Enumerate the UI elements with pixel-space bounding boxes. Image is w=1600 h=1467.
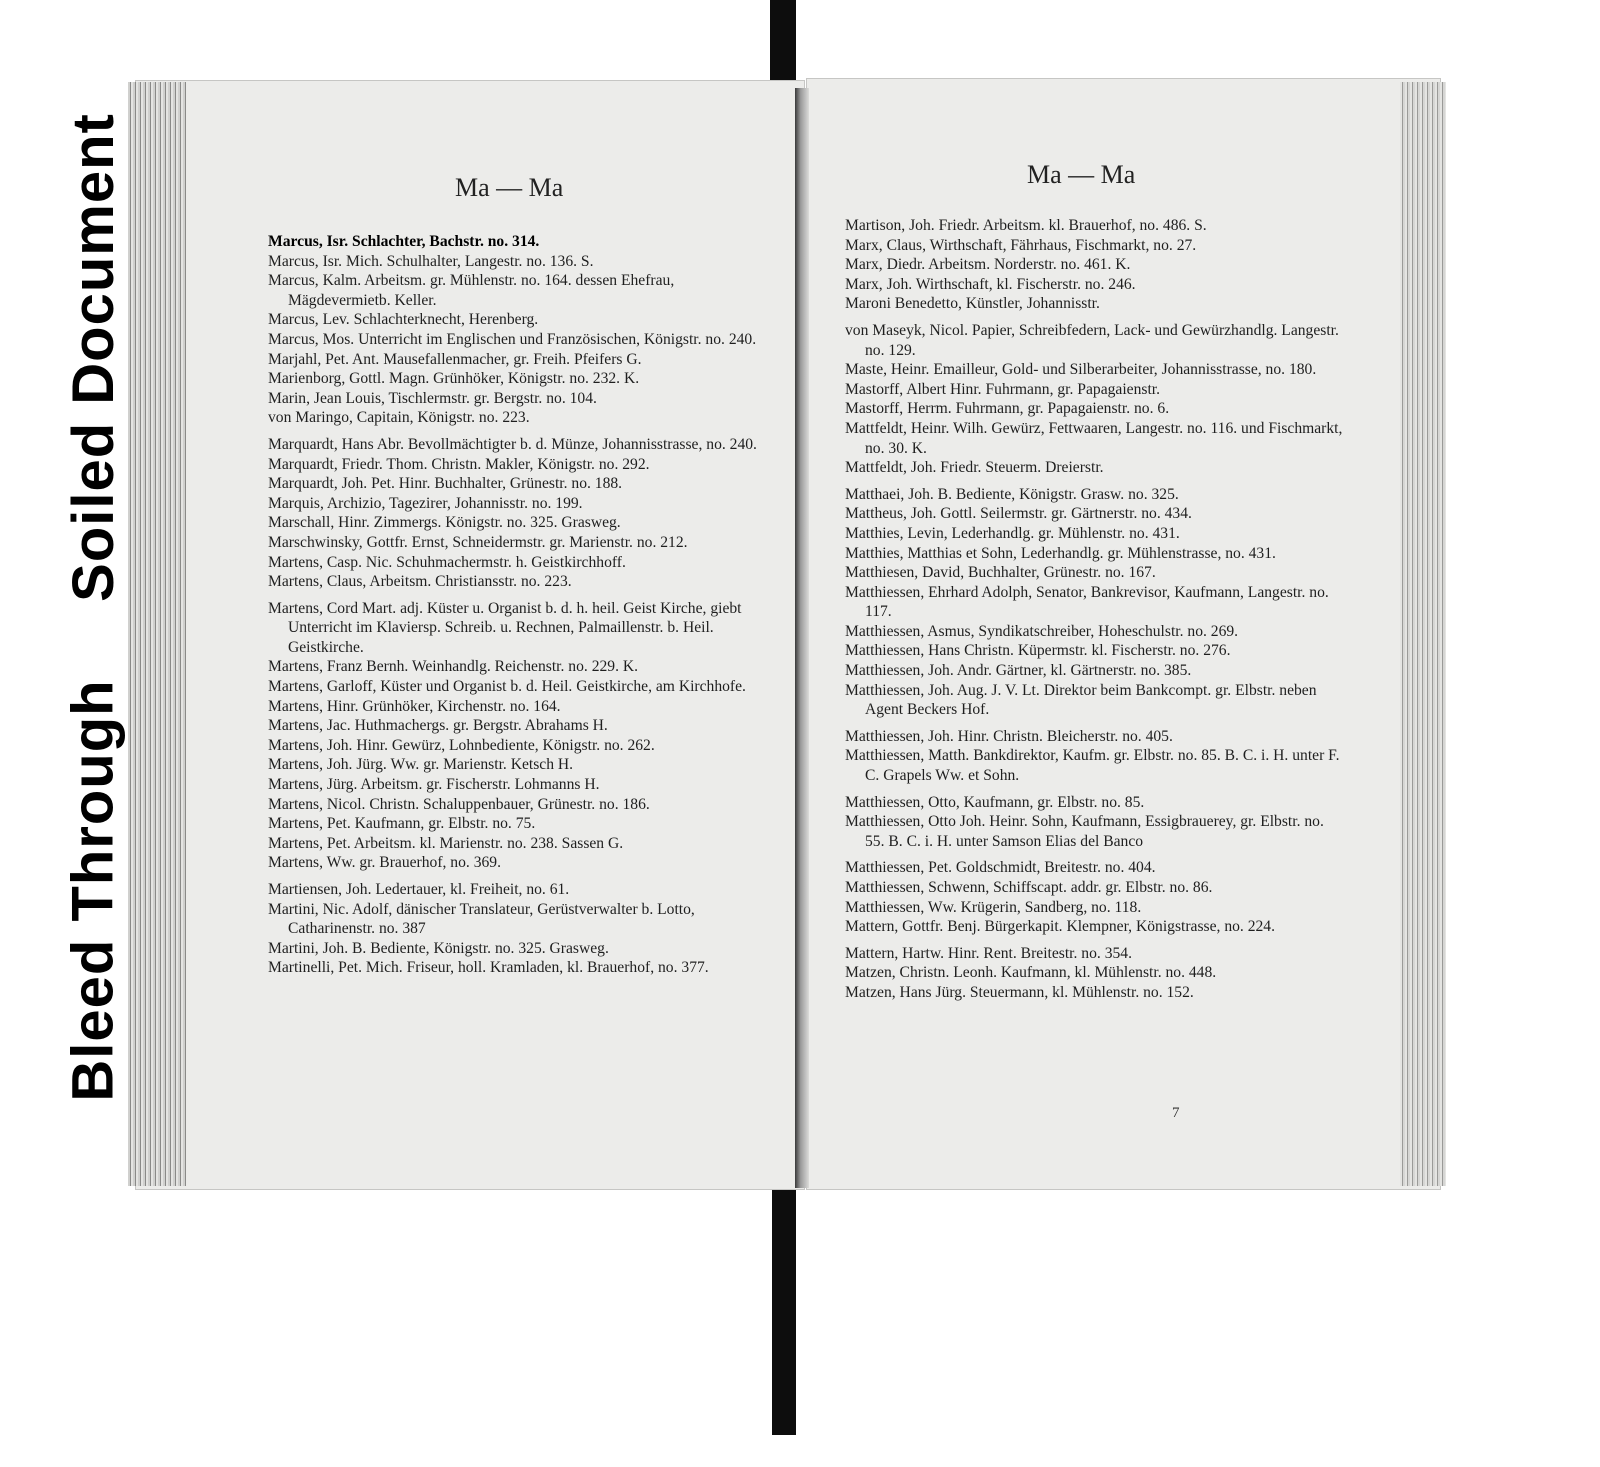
left-page-header: Ma — Ma [455, 173, 564, 202]
directory-entry: Matthiessen, Matth. Bankdirektor, Kaufm. gr. Elbstr. no. 85. B. C. i. H. unter F. C. Grapels Ww. et Sohn. [845, 747, 1340, 785]
directory-entry: Martini, Joh. B. Bediente, Königstr. no. 325. Grasweg. [268, 939, 609, 957]
directory-entry: Matthiessen, Joh. Andr. Gärtner, kl. Gärtnerstr. no. 385. [845, 662, 1192, 680]
directory-entry: Matthiessen, Otto, Kaufmann, gr. Elbstr. no. 85. [845, 793, 1145, 811]
directory-entry: Martens, Ww. gr. Brauerhof, no. 369. [268, 854, 501, 872]
directory-entry: Maroni Benedetto, Künstler, Johannisstr. [845, 295, 1100, 313]
directory-entry: Matthiessen, Hans Christn. Küpermstr. kl. Fischerstr. no. 276. [845, 642, 1231, 660]
directory-entry: Matthiessen, Ehrhard Adolph, Senator, Bankrevisor, Kaufmann, Langestr. no. 117. [845, 583, 1329, 621]
directory-entry: Matthiessen, Ww. Krügerin, Sandberg, no. 118. [845, 898, 1142, 916]
page-number: 7 [1172, 1105, 1180, 1121]
directory-entry: Mattern, Gottfr. Benj. Bürgerkapit. Klempner, Königstrasse, no. 224. [845, 918, 1276, 936]
right-page-edges [1400, 82, 1446, 1186]
bleed-through-text: Bleed Through [60, 678, 126, 1102]
directory-entry: Matthiessen, Schwenn, Schiffscapt. addr. gr. Elbstr. no. 86. [845, 879, 1213, 896]
directory-entry: Marin, Jean Louis, Tischlermstr. gr. Bergstr. no. 104. [268, 389, 597, 407]
directory-entry: Marcus, Lev. Schlachterknecht, Herenberg. [268, 311, 539, 329]
directory-entry: Marquardt, Hans Abr. Bevollmächtigter b. d. Münze, Johannisstrasse, no. 240. [268, 435, 757, 453]
directory-entry: Marquardt, Joh. Pet. Hinr. Buchhalter, Grünestr. no. 188. [268, 475, 623, 493]
directory-entry: von Maseyk, Nicol. Papier, Schreibfedern, Lack- und Gewürzhandlg. Langestr. no. 129. [845, 321, 1339, 359]
directory-entry: Martens, Pet. Arbeitsm. kl. Marienstr. no. 238. Sassen G. [268, 834, 624, 852]
directory-entry: Martens, Cord Mart. adj. Küster u. Organist b. d. h. heil. Geist Kirche, giebt Unterricht im Klaviersp. Schreib. u. Rechnen, Palmaillenstr. b. Heil. Geistkirche. [268, 599, 742, 656]
directory-entry: Marx, Joh. Wirthschaft, kl. Fischerstr. no. 246. [845, 275, 1136, 293]
directory-entry: Martiensen, Joh. Ledertauer, kl. Freiheit, no. 61. [268, 881, 570, 898]
directory-entry: Marschwinsky, Gottfr. Ernst, Schneidermstr. gr. Marienstr. no. 212. [268, 533, 688, 551]
directory-entry: Marschall, Hinr. Zimmergs. Königstr. no. 325. Grasweg. [268, 514, 621, 532]
left-entry-list [268, 232, 774, 978]
directory-entry: Mattheus, Joh. Gottl. Seilermstr. gr. Gärtnerstr. no. 434. [845, 505, 1192, 523]
directory-entry: Matthiessen, Pet. Goldschmidt, Breitestr. no. 404. [845, 859, 1156, 877]
directory-entry: Martinelli, Pet. Mich. Friseur, holl. Kramladen, kl. Brauerhof, no. 377. [268, 959, 709, 977]
directory-entry: Martens, Nicol. Christn. Schaluppenbauer, Grünestr. no. 186. [268, 795, 650, 813]
directory-entry: Martens, Jürg. Arbeitsm. gr. Fischerstr. Lohmanns H. [268, 776, 600, 794]
directory-entry: Mattern, Hartw. Hinr. Rent. Breitestr. no. 354. [845, 944, 1132, 962]
right-page-header: Ma — Ma [1027, 160, 1136, 189]
directory-entry: Matzen, Christn. Leonh. Kaufmann, kl. Mühlenstr. no. 448. [845, 964, 1217, 982]
directory-entry: Martison, Joh. Friedr. Arbeitsm. kl. Brauerhof, no. 486. S. [845, 217, 1207, 234]
directory-entry: Matzen, Hans Jürg. Steuermann, kl. Mühlenstr. no. 152. [845, 983, 1194, 1001]
directory-entry: von Maringo, Capitain, Königstr. no. 223. [268, 409, 530, 427]
directory-entry: Marcus, Kalm. Arbeitsm. gr. Mühlenstr. no. 164. dessen Ehefrau, Mägdevermietb. Keller. [268, 272, 675, 309]
directory-entry: Matthiessen, Joh. Hinr. Christn. Bleicherstr. no. 405. [845, 727, 1173, 745]
directory-entry: Marjahl, Pet. Ant. Mausefallenmacher, gr. Freih. Pfeifers G. [268, 350, 642, 368]
directory-entry: Matthiessen, Otto Joh. Heinr. Sohn, Kaufmann, Essigbrauerey, gr. Elbstr. no. 55. B. C. i. H. unter Samson Elias del Banco [845, 813, 1324, 850]
directory-entry: Matthiessen, Asmus, Syndikatschreiber, Hoheschulstr. no. 269. [845, 622, 1239, 640]
spine-bottom [772, 1185, 796, 1435]
directory-entry: Matthies, Matthias et Sohn, Lederhandlg. gr. Mühlenstrasse, no. 431. [845, 544, 1276, 562]
directory-entry: Martens, Franz Bernh. Weinhandlg. Reichenstr. no. 229. K. [268, 658, 639, 676]
right-entry-list [845, 216, 1345, 1003]
directory-entry: Mastorff, Albert Hinr. Fuhrmann, gr. Papagaienstr. [845, 380, 1161, 398]
directory-entry: Marquis, Archizio, Tagezirer, Johannisstr. no. 199. [268, 494, 583, 512]
directory-entry: Martens, Claus, Arbeitsm. Christiansstr. no. 223. [268, 573, 572, 591]
directory-entry: Martens, Garloff, Küster und Organist b. d. Heil. Geistkirche, am Kirchhofe. [268, 678, 746, 696]
directory-entry: Mastorff, Herrm. Fuhrmann, gr. Papagaienstr. no. 6. [845, 400, 1170, 418]
directory-entry: Martens, Pet. Kaufmann, gr. Elbstr. no. 75. [268, 815, 536, 833]
directory-entry: Matthiessen, Joh. Aug. J. V. Lt. Direktor beim Bankcompt. gr. Elbstr. neben Agent Beckers Hof. [845, 681, 1317, 719]
directory-entry: Matthiesen, David, Buchhalter, Grünestr. no. 167. [845, 564, 1156, 582]
directory-entry: Martens, Casp. Nic. Schuhmachermstr. h. Geistkirchhoff. [268, 553, 626, 571]
directory-entry: Martini, Nic. Adolf, dänischer Translateur, Gerüstverwalter b. Lotto, Catharinenstr. no. 387 [268, 900, 695, 938]
soiled-document-text: Soiled Document [60, 113, 126, 602]
directory-entry: Martens, Hinr. Grünhöker, Kirchenstr. no. 164. [268, 697, 561, 715]
book-gutter [795, 88, 809, 1188]
directory-entry: Mattfeldt, Heinr. Wilh. Gewürz, Fettwaaren, Langestr. no. 116. und Fischmarkt, no. 30. K. [845, 419, 1343, 457]
directory-entry: Martens, Joh. Jürg. Ww. gr. Marienstr. Ketsch H. [268, 756, 574, 774]
directory-entry: Maste, Heinr. Emailleur, Gold- und Silberarbeiter, Johannisstrasse, no. 180. [845, 361, 1317, 379]
directory-entry: Marienborg, Gottl. Magn. Grünhöker, Königstr. no. 232. K. [268, 370, 640, 388]
directory-entry: Marcus, Isr. Mich. Schulhalter, Langestr. no. 136. S. [268, 252, 594, 270]
directory-entry: Marquardt, Friedr. Thom. Christn. Makler, Königstr. no. 292. [268, 455, 650, 473]
left-page-edges [128, 82, 186, 1186]
directory-entry: Matthies, Levin, Lederhandlg. gr. Mühlenstr. no. 431. [845, 524, 1180, 542]
directory-entry: Marcus, Mos. Unterricht im Englischen und Französischen, Königstr. no. 240. [268, 330, 757, 348]
directory-entry: Marx, Diedr. Arbeitsm. Norderstr. no. 461. K. [845, 256, 1131, 274]
directory-entry: Marcus, Isr. Schlachter, Bachstr. no. 314. [268, 233, 540, 250]
directory-entry: Marx, Claus, Wirthschaft, Fährhaus, Fischmarkt, no. 27. [845, 236, 1197, 254]
directory-entry: Martens, Joh. Hinr. Gewürz, Lohnbediente, Königstr. no. 262. [268, 736, 655, 754]
directory-entry: Mattfeldt, Joh. Friedr. Steuerm. Dreierstr. [845, 459, 1104, 477]
directory-entry: Matthaei, Joh. B. Bediente, Königstr. Grasw. no. 325. [845, 485, 1179, 503]
directory-entry: Martens, Jac. Huthmachergs. gr. Bergstr. Abrahams H. [268, 717, 608, 735]
